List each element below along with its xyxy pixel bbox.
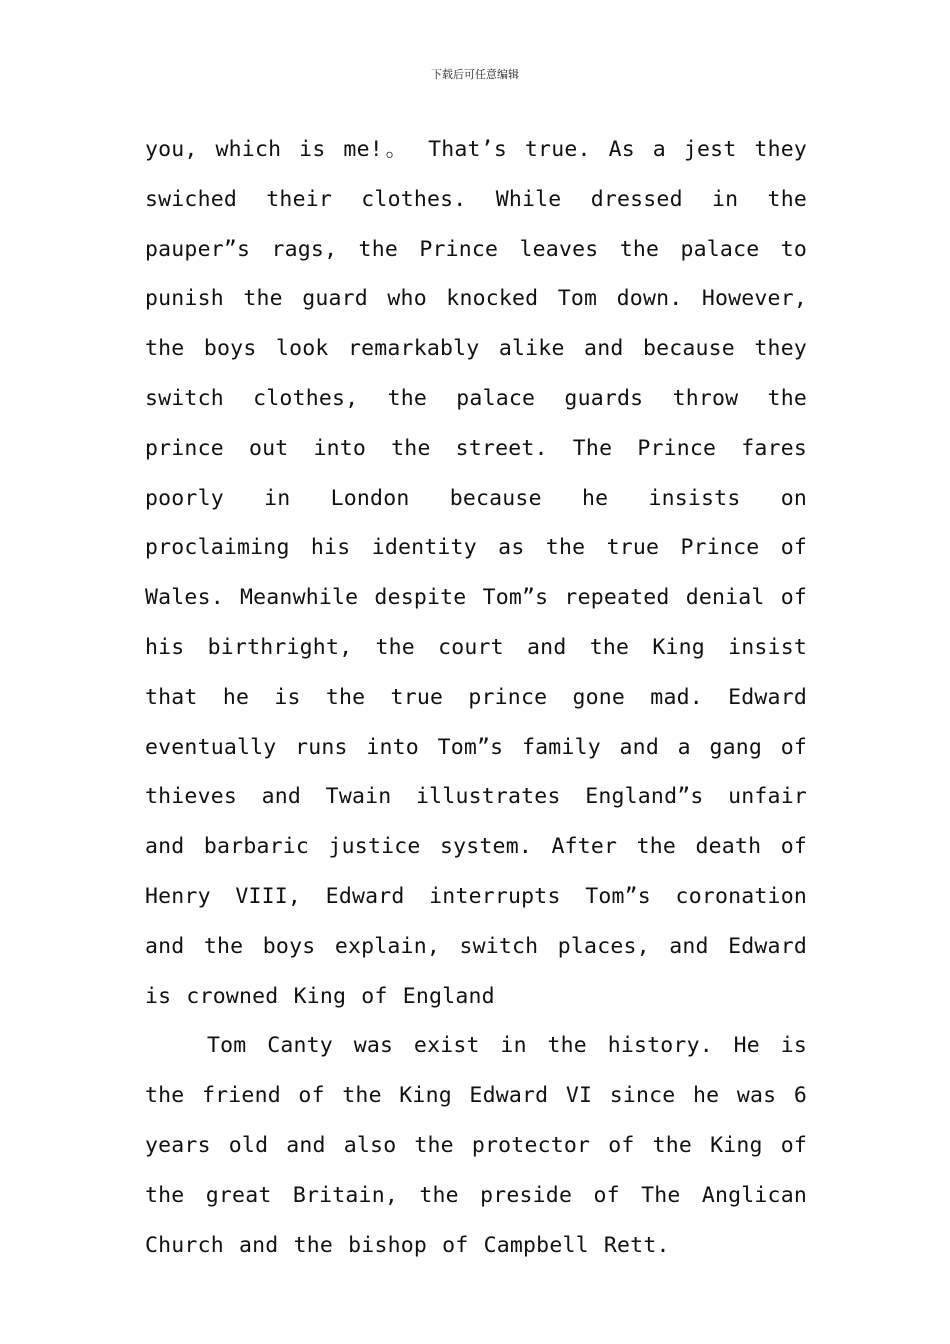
paragraph-tom-canty: Tom Canty was exist in the history. He is the friend of the King Edward VI since he was 6 years old and also the protector of the King of the great Britain, the preside of The Anglican Church and the bishop of Campbell Rett. — [145, 1033, 807, 1258]
header-note: 下载后可任意编辑 — [431, 68, 519, 81]
document-body — [145, 125, 807, 1270]
paragraph-continuation: you, which is me!。 That’s true. As a jest they swiched their clothes. While dressed in the pauper”s rags, the Prince leaves the palace to punish the guard who knocked Tom down. However, the boys look remarkably alike and because they switch clothes, the palace guards throw the prince out into the street. The Prince fares poorly in London because he insists on proclaiming his identity as the true Prince of Wales. Meanwhile despite Tom”s repeated denial of his birthright, the court and the King insist that he is the true prince gone mad. Edward eventually runs into Tom”s family and a gang of thieves and Twain illustrates England”s unfair and barbaric justice system. After the death of Henry VIII, Edward interrupts Tom”s coronation and the boys explain, switch places, and Edward is crowned King of England — [145, 137, 807, 1009]
